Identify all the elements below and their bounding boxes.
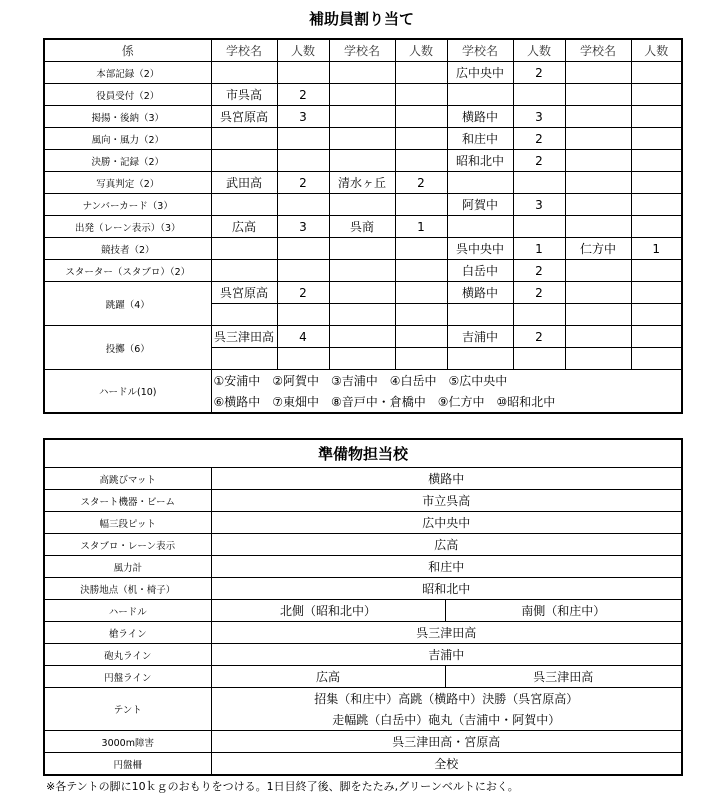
cell: [329, 282, 395, 304]
school-cell: 呉三津田高: [211, 622, 682, 644]
role-cell-jump: 跳躍（4）: [44, 282, 211, 326]
cell: [631, 150, 682, 172]
cell: [631, 106, 682, 128]
role-cell: 出発（レーン表示）（3）: [44, 216, 211, 238]
school-cell: 市立呉高: [211, 490, 682, 512]
table-row: [44, 578, 682, 600]
tent-line1: 招集（和庄中）高跳（横路中）決勝（呉宮原高）: [211, 688, 682, 710]
cell: [395, 62, 447, 84]
table-row: [44, 666, 682, 688]
cell: [211, 260, 277, 282]
cell: [395, 84, 447, 106]
cell: [631, 128, 682, 150]
assistant-assignment-table: [43, 38, 683, 414]
school-cell: 横路中: [211, 468, 682, 490]
cell: 2: [277, 84, 329, 106]
cell: [211, 304, 277, 326]
item-cell: スタート機器・ビーム: [44, 490, 211, 512]
table-row: [44, 753, 682, 776]
cell: [565, 194, 631, 216]
cell: [329, 260, 395, 282]
cell: [447, 348, 513, 370]
cell: [631, 260, 682, 282]
tent-line2: 走幅跳（白岳中）砲丸（吉浦中・阿賀中）: [211, 709, 682, 731]
cell: [329, 304, 395, 326]
school-cell: 広高: [211, 534, 682, 556]
cell: [211, 348, 277, 370]
header-cell: 人数: [277, 39, 329, 62]
school-cell-left: 広高: [211, 666, 445, 688]
cell: [631, 216, 682, 238]
role-cell-hurdle: ハードル(10): [44, 370, 211, 414]
cell: 2: [513, 150, 565, 172]
table-row: [44, 490, 682, 512]
cell: [565, 150, 631, 172]
school-cell-right: 呉三津田高: [445, 666, 682, 688]
cell: [277, 348, 329, 370]
table-row: [44, 512, 682, 534]
item-cell: 砲丸ライン: [44, 644, 211, 666]
cell: 市呉高: [211, 84, 277, 106]
cell: 広中央中: [447, 62, 513, 84]
cell: [395, 348, 447, 370]
cell: 2: [277, 172, 329, 194]
header-cell: 学校名: [211, 39, 277, 62]
cell: 横路中: [447, 282, 513, 304]
cell: [513, 84, 565, 106]
cell: [513, 172, 565, 194]
role-cell: 競技者（2）: [44, 238, 211, 260]
cell: 横路中: [447, 106, 513, 128]
item-cell: 幅三段ピット: [44, 512, 211, 534]
cell: 呉三津田高: [211, 326, 277, 348]
cell: [631, 172, 682, 194]
preparation-table: [43, 438, 683, 776]
cell: 2: [513, 282, 565, 304]
header-row: [44, 39, 682, 62]
cell: [277, 128, 329, 150]
cell: [277, 304, 329, 326]
table-row: [44, 731, 682, 753]
cell: 1: [395, 216, 447, 238]
cell: [565, 282, 631, 304]
cell: [565, 260, 631, 282]
cell: [329, 150, 395, 172]
cell: [395, 106, 447, 128]
table-row: [44, 260, 682, 282]
school-cell: 和庄中: [211, 556, 682, 578]
hurdle-schools-line2: ⑥横路中 ⑦東畑中 ⑧音戸中・倉橋中 ⑨仁方中 ⑩昭和北中: [211, 391, 682, 413]
table-row: [44, 688, 682, 710]
table-row: [44, 238, 682, 260]
cell: 白岳中: [447, 260, 513, 282]
cell: [329, 84, 395, 106]
cell: 1: [513, 238, 565, 260]
cell: [277, 194, 329, 216]
school-cell: 広中央中: [211, 512, 682, 534]
cell: 2: [277, 282, 329, 304]
cell: [513, 216, 565, 238]
cell: [565, 106, 631, 128]
cell: [565, 62, 631, 84]
cell: [395, 304, 447, 326]
header-cell: 係: [44, 39, 211, 62]
table-row: [44, 556, 682, 578]
cell: [329, 62, 395, 84]
cell: [395, 326, 447, 348]
cell: 清水ヶ丘: [329, 172, 395, 194]
cell: [565, 348, 631, 370]
cell: [395, 282, 447, 304]
item-cell: 風力計: [44, 556, 211, 578]
table-row: [44, 172, 682, 194]
cell: [329, 326, 395, 348]
cell: [211, 62, 277, 84]
cell: [395, 150, 447, 172]
cell: 呉宮原高: [211, 282, 277, 304]
cell: [565, 172, 631, 194]
cell: [565, 326, 631, 348]
cell: 呉中央中: [447, 238, 513, 260]
cell: 吉浦中: [447, 326, 513, 348]
cell: 2: [513, 128, 565, 150]
cell: 和庄中: [447, 128, 513, 150]
table-row: [44, 370, 682, 392]
cell: [329, 194, 395, 216]
cell: [277, 238, 329, 260]
cell: [631, 194, 682, 216]
cell: [447, 216, 513, 238]
cell: 昭和北中: [447, 150, 513, 172]
hurdle-schools-line1: ①安浦中 ②阿賀中 ③吉浦中 ④白岳中 ⑤広中央中: [211, 370, 682, 392]
item-cell: 円盤柵: [44, 753, 211, 776]
cell: 呉宮原高: [211, 106, 277, 128]
cell: [565, 128, 631, 150]
role-cell: 決勝・記録（2）: [44, 150, 211, 172]
cell: 3: [277, 216, 329, 238]
cell: [565, 304, 631, 326]
header-cell: 人数: [395, 39, 447, 62]
table-row: [44, 150, 682, 172]
item-cell: スタブロ・レーン表示: [44, 534, 211, 556]
cell: [447, 304, 513, 326]
cell: [565, 216, 631, 238]
table-row: [44, 84, 682, 106]
item-cell: 決勝地点（机・椅子）: [44, 578, 211, 600]
role-cell: ナンバーカード（3）: [44, 194, 211, 216]
cell: [277, 62, 329, 84]
role-cell: 写真判定（2）: [44, 172, 211, 194]
school-cell-left: 北側（昭和北中）: [211, 600, 445, 622]
cell: [211, 128, 277, 150]
cell: [329, 106, 395, 128]
header-cell: 人数: [513, 39, 565, 62]
role-cell-throw: 投擲（6）: [44, 326, 211, 370]
page-title: 補助員割り当て: [308, 10, 414, 28]
prep-title: 準備物担当校: [44, 439, 682, 468]
school-cell: 吉浦中: [211, 644, 682, 666]
table-row: [44, 622, 682, 644]
header-cell: 学校名: [447, 39, 513, 62]
cell: [631, 348, 682, 370]
prep-title-row: [44, 439, 682, 468]
role-cell: 本部記録（2）: [44, 62, 211, 84]
footnote: ※各テントの脚に10ｋｇのおもりをつける。1日目終了後、脚をたたみ,グリーンベルトにおく。: [46, 780, 519, 793]
item-cell: 円盤ライン: [44, 666, 211, 688]
cell: 1: [631, 238, 682, 260]
cell: 阿賀中: [447, 194, 513, 216]
table-row: [44, 106, 682, 128]
table-row: [44, 468, 682, 490]
table-row: [44, 194, 682, 216]
cell: 3: [277, 106, 329, 128]
item-cell: 槍ライン: [44, 622, 211, 644]
role-cell: 風向・風力（2）: [44, 128, 211, 150]
cell: [395, 260, 447, 282]
table-row: [44, 216, 682, 238]
role-cell: スターター（スタブロ）（2）: [44, 260, 211, 282]
item-cell: 3000m障害: [44, 731, 211, 753]
cell: 武田高: [211, 172, 277, 194]
cell: [631, 282, 682, 304]
cell: [395, 194, 447, 216]
cell: [211, 194, 277, 216]
cell: [447, 84, 513, 106]
cell: [631, 62, 682, 84]
cell: [513, 304, 565, 326]
school-cell-right: 南側（和庄中）: [445, 600, 682, 622]
table-row: [44, 534, 682, 556]
school-cell: 全校: [211, 753, 682, 776]
cell: 2: [513, 62, 565, 84]
cell: [329, 238, 395, 260]
header-cell: 学校名: [565, 39, 631, 62]
cell: 2: [513, 326, 565, 348]
cell: [565, 84, 631, 106]
cell: 2: [513, 260, 565, 282]
cell: 広高: [211, 216, 277, 238]
table-row: [44, 600, 682, 622]
item-cell: 高跳びマット: [44, 468, 211, 490]
cell: 3: [513, 194, 565, 216]
cell: [631, 326, 682, 348]
cell: [395, 128, 447, 150]
cell: [277, 150, 329, 172]
cell: [277, 260, 329, 282]
cell: [211, 150, 277, 172]
cell: [329, 128, 395, 150]
table-row: [44, 326, 682, 348]
cell: 2: [395, 172, 447, 194]
item-cell: ハードル: [44, 600, 211, 622]
cell: 3: [513, 106, 565, 128]
item-cell-tent: テント: [44, 688, 211, 731]
table-row: [44, 282, 682, 304]
cell: [447, 172, 513, 194]
cell: [631, 84, 682, 106]
cell: [395, 238, 447, 260]
table-row: [44, 62, 682, 84]
header-cell: 人数: [631, 39, 682, 62]
school-cell: 呉三津田高・宮原高: [211, 731, 682, 753]
table-row: [44, 128, 682, 150]
school-cell: 昭和北中: [211, 578, 682, 600]
cell: [513, 348, 565, 370]
cell: 4: [277, 326, 329, 348]
role-cell: 掲揚・後納（3）: [44, 106, 211, 128]
cell: 仁方中: [565, 238, 631, 260]
table-row: [44, 644, 682, 666]
cell: 呉商: [329, 216, 395, 238]
cell: [631, 304, 682, 326]
cell: [329, 348, 395, 370]
role-cell: 役員受付（2）: [44, 84, 211, 106]
header-cell: 学校名: [329, 39, 395, 62]
cell: [211, 238, 277, 260]
